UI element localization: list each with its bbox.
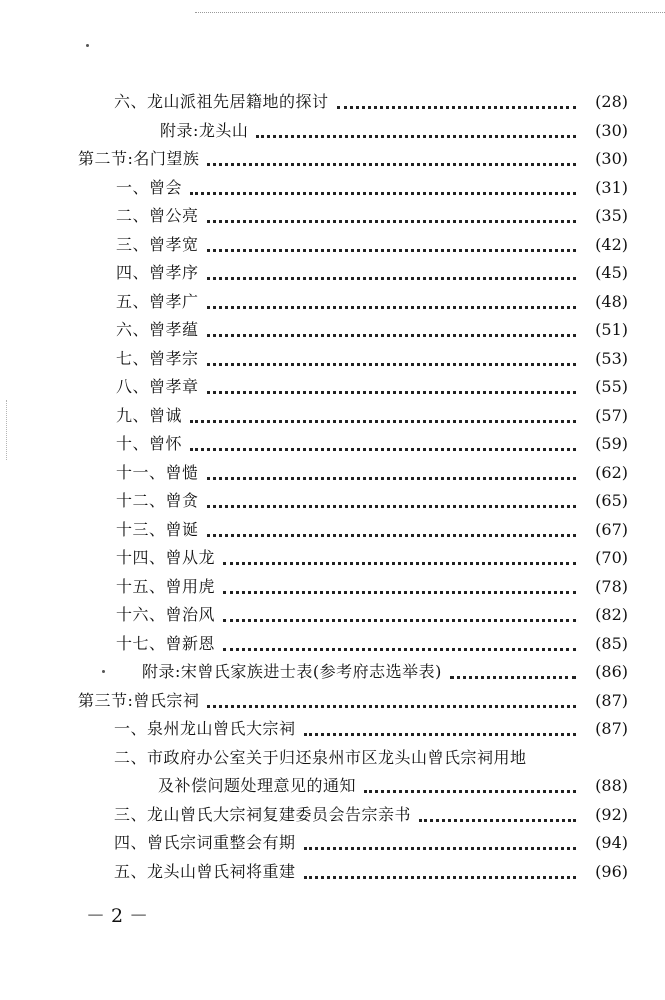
toc-entry-leader <box>190 192 576 195</box>
toc-entry <box>0 516 665 544</box>
toc-entry <box>0 658 665 686</box>
toc-entry <box>0 316 665 344</box>
scan-speck <box>86 44 89 47</box>
toc-entry <box>0 801 665 829</box>
toc-entry-leader <box>207 363 576 366</box>
toc-entry-page: (85) <box>595 634 628 653</box>
toc-entry-title: 第二节:名门望族 <box>78 149 200 168</box>
toc-entry-leader <box>256 135 576 138</box>
toc-entry-title: 十四、曾从龙 <box>116 548 216 567</box>
toc-entry-leader <box>419 819 576 822</box>
toc-entry-title: 十七、曾新恩 <box>116 634 216 653</box>
toc-entry <box>0 402 665 430</box>
toc-entry-title: 十、曾怀 <box>116 434 183 453</box>
toc-entry-leader <box>207 477 576 480</box>
toc-entry <box>0 345 665 373</box>
toc-entry-title: 八、曾孝章 <box>116 377 199 396</box>
toc-entry-title: 五、曾孝广 <box>116 292 199 311</box>
toc-entry-leader <box>207 277 576 280</box>
scan-top-rule <box>195 12 665 13</box>
toc-entry-title: 一、泉州龙山曾氏大宗祠 <box>114 719 296 738</box>
toc-entry-leader <box>304 876 576 879</box>
toc-entry-leader <box>207 534 576 537</box>
toc-entry-title: 附录:龙头山 <box>160 121 249 140</box>
toc-entry-page: (96) <box>595 862 628 881</box>
toc-entry-page: (30) <box>595 149 628 168</box>
toc-entry-leader <box>223 562 576 565</box>
toc-entry-page: (28) <box>595 92 628 111</box>
toc-entry <box>0 202 665 230</box>
toc-entry-page: (78) <box>595 577 628 596</box>
toc-entry <box>0 630 665 658</box>
toc-entry-title: 第三节:曾氏宗祠 <box>78 691 200 710</box>
toc-entry-leader <box>364 790 576 793</box>
toc-entry-leader <box>450 676 576 679</box>
toc-entry-leader <box>207 391 576 394</box>
toc-entry-title: 九、曾诚 <box>116 406 183 425</box>
toc-entry-page: (86) <box>595 662 628 681</box>
toc-entry <box>0 487 665 515</box>
toc-entry-page: (31) <box>595 178 628 197</box>
toc-entry <box>0 259 665 287</box>
page-number: － 2 － <box>86 905 149 927</box>
toc-entry-title: 七、曾孝宗 <box>116 349 199 368</box>
toc-entry-page: (30) <box>595 121 628 140</box>
toc-entry-leader <box>304 733 576 736</box>
toc-entry <box>0 715 665 743</box>
toc-entry-page: (53) <box>595 349 628 368</box>
toc-entry-leader <box>223 648 576 651</box>
toc-entry-leader <box>207 249 576 252</box>
toc-entry-title: 四、曾氏宗词重整会有期 <box>114 833 296 852</box>
toc-entry-title: 六、龙山派祖先居籍地的探讨 <box>114 92 329 111</box>
toc-entry <box>0 430 665 458</box>
toc-entry <box>0 373 665 401</box>
toc-entry-page: (87) <box>595 691 628 710</box>
toc-entry-leader <box>190 448 576 451</box>
toc-entry-title: 十五、曾用虎 <box>116 577 216 596</box>
toc-entry-title: 十二、曾贪 <box>116 491 199 510</box>
toc-entry <box>0 829 665 857</box>
toc-entry-page: (65) <box>595 491 628 510</box>
toc-entry-title: 附录:宋曾氏家族进士表(参考府志选举表) <box>142 662 442 681</box>
toc-entry-title: 十六、曾治风 <box>116 605 216 624</box>
toc-entry-title: 十一、曾慥 <box>116 463 199 482</box>
toc-entry-leader <box>207 306 576 309</box>
toc-entry-page: (94) <box>595 833 628 852</box>
toc-entry-page: (70) <box>595 548 628 567</box>
toc-entry <box>0 601 665 629</box>
toc-entry-title: 二、市政府办公室关于归还泉州市区龙头山曾氏宗祠用地 <box>114 748 527 767</box>
toc-entry-page: (48) <box>595 292 628 311</box>
toc-entry-leader <box>207 220 576 223</box>
toc-entry-leader <box>207 505 576 508</box>
toc-entry-page: (82) <box>595 605 628 624</box>
toc-entry-leader <box>223 591 576 594</box>
toc-entry <box>0 544 665 572</box>
toc-entry-page: (35) <box>595 206 628 225</box>
toc-entry <box>0 858 665 886</box>
toc-entry-leader <box>207 334 576 337</box>
toc-entry-page: (59) <box>595 434 628 453</box>
toc-entry-title: 一、曾会 <box>116 178 183 197</box>
toc-entry <box>0 231 665 259</box>
toc-entry <box>0 772 665 800</box>
toc-entry-title: 二、曾公亮 <box>116 206 199 225</box>
toc-entry <box>0 174 665 202</box>
toc-entry-leader <box>223 619 576 622</box>
toc-entry-page: (51) <box>595 320 628 339</box>
toc-entry-page: (57) <box>595 406 628 425</box>
toc-entry-leader <box>190 420 576 423</box>
toc-entry-page: (42) <box>595 235 628 254</box>
toc-entry-title: 六、曾孝蕴 <box>116 320 199 339</box>
toc-entry-page: (92) <box>595 805 628 824</box>
toc-entry-leader <box>304 847 576 850</box>
toc-entry-page: (62) <box>595 463 628 482</box>
toc-entry-leader <box>207 163 576 166</box>
toc-entry-title: 三、龙山曾氏大宗祠复建委员会告宗亲书 <box>114 805 412 824</box>
toc-entry-page: (87) <box>595 719 628 738</box>
toc-entry-title: 十三、曾诞 <box>116 520 199 539</box>
toc-entry-title: 四、曾孝序 <box>116 263 199 282</box>
toc-entry <box>0 288 665 316</box>
toc-entry <box>0 459 665 487</box>
toc-entry <box>0 145 665 173</box>
toc-entry-page: (67) <box>595 520 628 539</box>
toc-entry <box>0 744 665 772</box>
toc-entry-page: (45) <box>595 263 628 282</box>
toc-entry-title: 五、龙头山曾氏祠将重建 <box>114 862 296 881</box>
toc-entry-title: 及补偿问题处理意见的通知 <box>158 776 357 795</box>
toc-entry <box>0 573 665 601</box>
toc-entry-leader <box>337 106 576 109</box>
toc-entry <box>0 687 665 715</box>
toc-entry-leader <box>207 705 576 708</box>
toc-entry-page: (55) <box>595 377 628 396</box>
toc-entry-title: 三、曾孝宽 <box>116 235 199 254</box>
toc-entry <box>0 117 665 145</box>
toc-entry-page: (88) <box>595 776 628 795</box>
toc-entry <box>0 88 665 116</box>
